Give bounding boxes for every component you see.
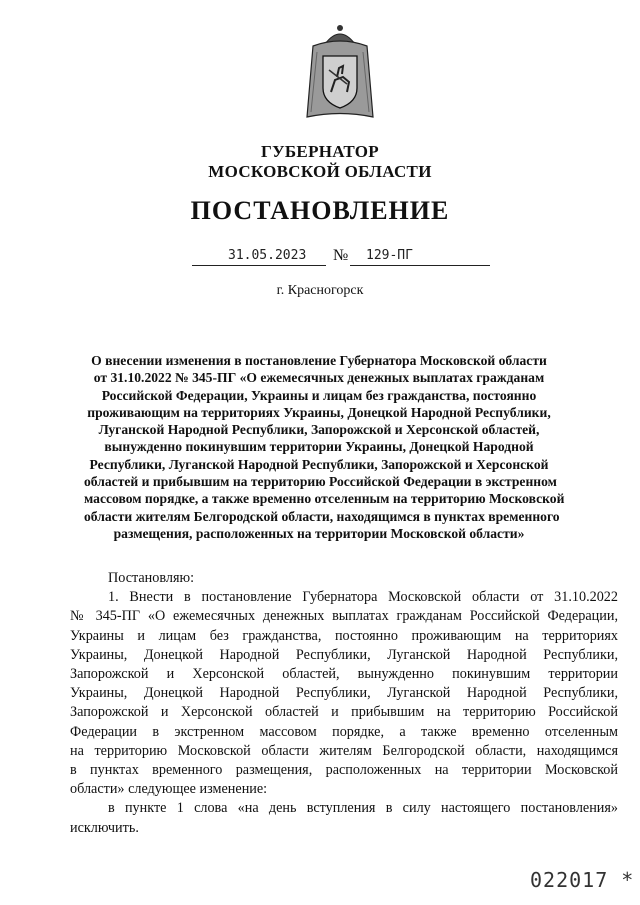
- issuer-title: ГУБЕРНАТОР: [261, 142, 379, 161]
- item1-line: Украины, Донецкой Народной Республики, Луганской Народной Республики,: [70, 646, 618, 663]
- title-line: проживающим на территориях Украины, Донецкой Народной Республики,: [87, 404, 551, 420]
- item1-line: 1. Внести в постановление Губернатора Московской области от 31.10.2022: [108, 589, 618, 606]
- item1-line: № 345-ПГ «О ежемесячных денежных выплатах гражданам Российской Федерации,: [70, 608, 618, 625]
- title-line: вынужденно покинувшим территории Украины, Донецкой Народной: [104, 439, 534, 455]
- title-line: Республики, Луганской Народной Республики, Запорожской и Херсонской: [89, 456, 549, 472]
- resolve-phrase: Постановляю:: [108, 570, 195, 586]
- item1-line: Украины, Донецкой Народной Республики, Луганской Народной Республики,: [70, 685, 618, 702]
- document-body: [70, 569, 618, 838]
- title-line: Российской Федерации, Украины и лицам без гражданства, постоянно: [101, 387, 537, 403]
- document-type: ПОСТАНОВЛЕНИЕ: [190, 196, 450, 225]
- item1-line: Украины и лицам без гражданства, постоянно проживающим на территориях: [70, 627, 618, 644]
- item1-line: Запорожской и Херсонской областей, вынужденно покинувшим территории: [70, 666, 618, 683]
- coat-of-arms-emblem: [303, 22, 377, 122]
- title-line: О внесении изменения в постановление Губернатора Московской области: [91, 353, 547, 368]
- item1-line: на территорию Московской области жителям Белгородской области, находящимся: [70, 742, 618, 759]
- change-line: исключить.: [70, 819, 139, 836]
- title-line: массовом порядке, а также временно отселенным на территорию Московской: [84, 491, 565, 507]
- title-line: области жителям Белгородской области, находящимся в пунктах временного: [84, 508, 560, 524]
- document-date: 31.05.2023: [228, 248, 307, 263]
- item1-line: области» следующее изменение:: [70, 781, 268, 798]
- item1-line: в пунктах временного размещения, расположенных на территории Московской: [70, 762, 618, 779]
- number-sign: №: [333, 247, 349, 264]
- title-line: от 31.10.2022 № 345-ПГ «О ежемесячных денежных выплатах гражданам: [93, 370, 545, 386]
- title-line: Луганской Народной Республики, Запорожской и Херсонской областей,: [98, 422, 540, 438]
- place-of-issue: г. Красногорск: [276, 283, 364, 298]
- title-line: областей и прибывшим на территорию Российской Федерации в экстренном: [84, 474, 557, 490]
- form-serial-number: 022017 *: [530, 868, 635, 892]
- item1-line: Федерации в экстренном массовом порядке, а также временно отселенным: [70, 723, 618, 740]
- document-number: 129-ПГ: [366, 248, 413, 263]
- title-line: размещения, расположенных на территории Московской области»: [113, 525, 525, 541]
- item1-line: Запорожской и Херсонской областей и прибывшим на территорию Российской: [70, 704, 618, 721]
- number-underline: [350, 265, 490, 266]
- issuer-region: МОСКОВСКОЙ ОБЛАСТИ: [208, 162, 432, 181]
- change-line: в пункте 1 слова «на день вступления в силу настоящего постановления»: [108, 800, 618, 817]
- document-title: [84, 352, 565, 542]
- date-underline: [192, 265, 326, 266]
